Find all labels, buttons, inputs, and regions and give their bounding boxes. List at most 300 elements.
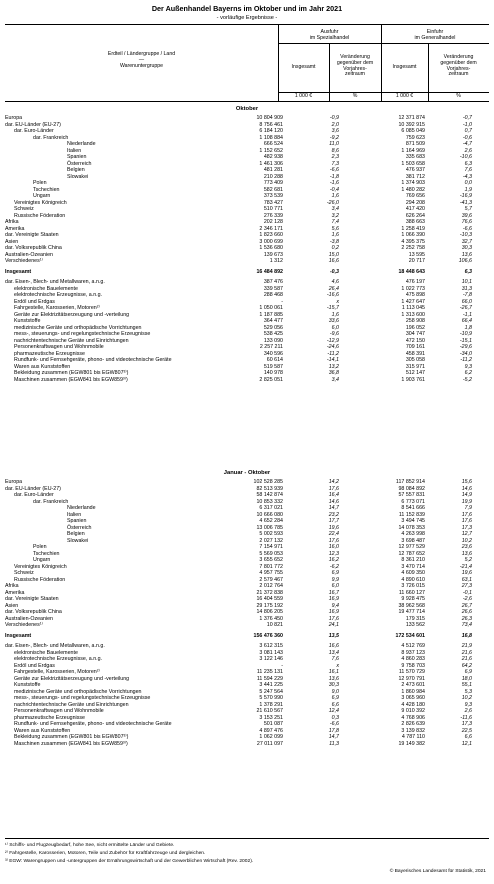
import-value: 417 420 [405, 206, 425, 212]
export-value: 140 978 [263, 370, 283, 376]
export-value: 10 821 [266, 622, 283, 628]
export-value: 6 317 021 [259, 505, 283, 511]
export-value: 202 128 [263, 219, 283, 225]
row-label: Kunststoffe [14, 682, 41, 688]
import-value: 4 428 180 [401, 701, 425, 708]
header-einfuhr-insgesamt: Insgesamt [392, 64, 417, 70]
import-value: 11 660 127 [398, 589, 425, 596]
header-ausfuhr-line-2: im Spezialhandel [309, 34, 350, 41]
import-change: -15,1 [459, 337, 472, 344]
export-change: 16,1 [328, 669, 339, 675]
export-value: 519 587 [263, 363, 283, 370]
import-change: -0,7 [462, 115, 472, 121]
export-value: 482 938 [263, 154, 283, 160]
import-value: 4 609 350 [401, 570, 425, 576]
header-veraenderung-line-3: Vorjahres- [343, 65, 367, 72]
export-value: 3 081 143 [259, 649, 283, 656]
export-change: 7,3 [331, 160, 339, 167]
import-value: 179 315 [405, 615, 425, 622]
import-change: 39,6 [461, 212, 472, 219]
row-label: Insgesamt [5, 632, 32, 639]
row-label: dar. EU-Länder (EU-27) [5, 121, 61, 128]
export-change: 2,0 [331, 121, 339, 128]
export-value: 3 153 251 [259, 714, 283, 721]
export-value: 387 476 [263, 279, 283, 285]
row-label: elektronische Bauelemente [14, 285, 78, 292]
row-label: Vereinigtes Königreich [14, 199, 67, 206]
import-value: 335 683 [405, 154, 425, 160]
export-change: -16,6 [326, 292, 339, 298]
export-change: 17,6 [328, 485, 339, 492]
import-value: 4 768 906 [401, 714, 425, 721]
export-value: - [281, 662, 283, 669]
export-change: 13,5 [328, 632, 339, 639]
import-change: 17,3 [461, 524, 472, 531]
export-value: 1 378 291 [259, 701, 283, 708]
import-change: 18,0 [461, 675, 472, 682]
import-change: 1,9 [464, 186, 472, 193]
row-label: Australien-Ozeanien [5, 615, 53, 622]
import-value: 12 371 874 [398, 115, 425, 121]
export-change: 23,2 [328, 511, 339, 518]
import-value: 871 509 [405, 141, 425, 147]
row-label: Rundfunk- und Fernsehgeräte, phono- und videotechnische Geräte [14, 357, 172, 363]
header-bottom-rule [5, 101, 489, 102]
import-change: -29,6 [459, 344, 472, 350]
row-label: Spanien [67, 154, 87, 160]
export-value: 2 257 211 [259, 344, 283, 350]
row-label: Verschiedenes¹⁾ [5, 622, 43, 628]
export-change: 17,6 [328, 615, 339, 622]
header-top-rule [5, 24, 489, 25]
export-value: 133 090 [263, 337, 283, 344]
export-change: -9,6 [329, 331, 339, 337]
import-value: 12 977 529 [398, 544, 425, 550]
export-value: 5 247 564 [259, 688, 283, 695]
row-label: Österreich [67, 524, 92, 531]
import-value: 3 494 745 [401, 518, 425, 524]
row-label: Schweiz [14, 206, 34, 212]
row-label: Russische Föderation [14, 576, 66, 583]
row-label: Australien-Ozeanien [5, 251, 53, 258]
table-row [0, 269, 494, 276]
table-row [0, 258, 494, 265]
import-change: 9,3 [464, 363, 472, 370]
import-change: -2,6 [462, 596, 472, 602]
export-value: 4 897 476 [259, 727, 283, 734]
import-change: -10,9 [459, 331, 472, 337]
import-value: 19 477 714 [398, 609, 425, 615]
import-change: 10,1 [461, 279, 472, 285]
import-change: -34,0 [459, 350, 472, 357]
export-value: - [281, 298, 283, 305]
export-value: 3 612 315 [259, 643, 283, 649]
export-value: 2 027 132 [259, 537, 283, 544]
header-ausfuhr-insgesamt: Insgesamt [291, 64, 316, 70]
row-label: Polen [33, 180, 47, 186]
header-unit-einfuhr-value: 1 000 € [395, 93, 414, 99]
export-change: 9,4 [331, 602, 339, 609]
export-value: 29 175 192 [256, 602, 283, 609]
import-change: 7,6 [464, 167, 472, 173]
import-value: 1 427 647 [401, 298, 425, 305]
import-change: -1,1 [462, 311, 472, 318]
export-value: 1 062 099 [259, 734, 283, 740]
export-value: 58 142 874 [256, 492, 283, 498]
import-change: 21,6 [461, 649, 472, 656]
import-change: 55,1 [461, 682, 472, 688]
export-value: 5 570 990 [259, 695, 283, 701]
row-label: medizinische Geräte und orthopädische Vorrichtungen [14, 688, 142, 695]
import-change: 1,8 [464, 324, 472, 331]
import-change: 17,6 [461, 511, 472, 518]
import-change: 10,2 [461, 537, 472, 544]
import-value: 305 058 [405, 357, 425, 363]
import-change: 73,4 [461, 622, 472, 628]
import-change: 6,9 [464, 669, 472, 675]
header-veraenderung-line-2: gegenüber dem [440, 59, 477, 66]
export-value: 5 002 593 [259, 531, 283, 537]
table-row [0, 377, 494, 384]
row-label: Personenkraftwagen und Wohnmobile [14, 344, 104, 350]
import-change: 23,6 [461, 544, 472, 550]
export-change: 26,4 [328, 285, 339, 292]
export-value: 1 187 885 [259, 311, 283, 318]
import-change: 21,9 [461, 643, 472, 649]
row-label: Asien [5, 238, 19, 245]
import-change: 10,2 [461, 695, 472, 701]
import-change: 2,6 [464, 147, 472, 154]
table-row [0, 622, 494, 629]
export-value: 3 000 699 [259, 238, 283, 245]
header-label-dash-1: — [138, 56, 145, 63]
export-value: 2 825 051 [259, 376, 283, 383]
import-value: 8 937 123 [401, 649, 425, 656]
export-change: 0,2 [331, 245, 339, 251]
export-change: 6,6 [331, 701, 339, 708]
row-label: Belgien [67, 167, 85, 173]
export-change: 13,6 [328, 675, 339, 682]
import-value: 4 787 110 [401, 734, 425, 740]
import-change: 16,8 [461, 632, 472, 639]
export-change: 3,4 [331, 206, 339, 212]
header-ausfuhr-line-1: Ausfuhr [320, 29, 339, 35]
import-change: 17,6 [461, 518, 472, 524]
import-value: 475 898 [405, 292, 425, 298]
export-change: 1,6 [331, 232, 339, 238]
row-label: Geräte zur Elektrizitätserzeugung und -verteilung [14, 311, 130, 318]
export-change: -26,0 [326, 199, 339, 206]
export-change: 12,3 [328, 550, 339, 557]
import-value: 3 698 487 [401, 537, 425, 544]
row-label: dar. Eisen-, Blech- und Metallwaren, a.n.g. [5, 279, 105, 285]
import-value: 3 726 015 [401, 583, 425, 589]
import-value: 769 656 [405, 193, 425, 199]
import-value: 117 852 914 [395, 479, 425, 485]
export-value: 276 339 [263, 212, 283, 219]
footnote-2: ²⁾ Fahrgestelle, Karosserien, Motoren, Teile und Zubehör für Kraftfahrzeuge und dergleichen. [5, 851, 206, 856]
export-value: 666 524 [263, 141, 283, 147]
import-change: 14,9 [461, 492, 472, 498]
row-label: Österreich [67, 160, 92, 167]
header-einfuhr [381, 30, 489, 42]
export-change: 14,6 [328, 498, 339, 505]
export-change: 3,2 [331, 212, 339, 219]
import-change: -26,7 [459, 305, 472, 311]
row-label: Amerika [5, 225, 25, 232]
row-label: elektrotechnische Erzeugnisse, a.n.g. [14, 292, 103, 298]
row-label: Niederlande [67, 141, 96, 147]
row-label: dar. Euro-Länder [14, 492, 54, 498]
export-change: 2,3 [331, 154, 339, 160]
export-change: 22,4 [328, 531, 339, 537]
import-value: 258 908 [405, 318, 425, 324]
import-change: -21,4 [459, 563, 472, 570]
export-value: 7 154 971 [259, 544, 283, 550]
export-value: 13 006 785 [256, 524, 283, 531]
export-change: -12,9 [326, 337, 339, 344]
row-label: Erdöl und Erdgas [14, 298, 55, 305]
export-change: -15,7 [326, 305, 339, 311]
export-value: 1 050 061 [259, 305, 283, 311]
import-value: 4 860 283 [401, 656, 425, 662]
export-change: -9,2 [329, 134, 339, 141]
header-group-rule [278, 43, 489, 44]
export-change: 11,0 [329, 141, 339, 147]
export-change: 14,7 [328, 734, 339, 740]
row-label: dar. Eisen-, Blech- und Metallwaren, a.n.g. [5, 643, 105, 649]
export-change: -24,6 [326, 344, 339, 350]
export-value: 529 056 [263, 324, 283, 331]
import-value: 13 595 [408, 251, 425, 258]
export-change: 24,1 [328, 622, 339, 628]
import-value: 133 562 [405, 622, 425, 628]
import-value: 4 263 998 [401, 531, 425, 537]
row-label: Erdöl und Erdgas [14, 662, 55, 669]
import-change: 5,2 [464, 557, 472, 563]
row-label: Europa [5, 479, 23, 485]
header-veraenderung-line-4: zeitraum [345, 71, 365, 78]
export-change: 13,2 [328, 363, 339, 370]
row-label: mess-, steuerungs- und regelungstechnische Erzeugnisse [14, 695, 151, 701]
row-label: Niederlande [67, 505, 96, 511]
copyright: © Bayerisches Landesamt für Statistik, 2021 [389, 869, 486, 874]
export-change: 6,9 [331, 695, 339, 701]
import-value: 19 149 382 [398, 740, 425, 747]
import-change: 0,7 [464, 128, 472, 134]
row-label: dar. EU-Länder (EU-27) [5, 485, 61, 492]
import-value: 12 970 791 [398, 675, 425, 682]
import-value: 3 139 832 [401, 727, 425, 734]
export-value: 373 539 [263, 193, 283, 199]
import-value: 9 928 475 [401, 596, 425, 602]
import-value: 6 085 049 [401, 128, 425, 134]
row-label: dar. Frankreich [33, 498, 69, 505]
row-label: Slowakei [67, 537, 89, 544]
row-label: Slowakei [67, 173, 89, 180]
export-value: 364 477 [263, 318, 283, 324]
header-unit-einfuhr-pct: % [456, 93, 461, 99]
import-value: 1 164 969 [401, 147, 425, 154]
import-change: 26,6 [461, 609, 472, 615]
export-change: 6,0 [331, 583, 339, 589]
row-label: medizinische Geräte und orthopädische Vorrichtungen [14, 324, 142, 331]
export-value: 11 235 131 [256, 669, 283, 675]
export-value: 1 152 652 [259, 147, 283, 154]
export-change: 16,4 [328, 492, 339, 498]
import-value: 472 150 [405, 337, 425, 344]
export-change: 16,0 [328, 544, 339, 550]
row-label: dar. Volksrepublik China [5, 245, 62, 251]
export-change: 17,6 [328, 537, 339, 544]
import-value: 4 512 769 [401, 643, 425, 649]
import-change: -10,3 [459, 232, 472, 238]
import-value: 2 473 601 [401, 682, 425, 688]
header-veraenderung-line-1: Veränderung [443, 54, 474, 60]
import-value: 1 113 045 [401, 305, 425, 311]
row-label: dar. Vereinigte Staaten [5, 232, 59, 238]
row-label: Bekleidung zusammen (EGW801 bis EGW807³⁾) [14, 734, 129, 740]
export-change: 17,8 [328, 727, 339, 734]
export-value: 3 441 225 [259, 682, 283, 688]
export-value: 27 011 097 [256, 740, 283, 747]
import-value: 98 084 892 [398, 485, 425, 492]
import-change: 66,4 [461, 318, 472, 324]
import-change: -1,0 [462, 121, 472, 128]
import-change: 5,3 [464, 688, 472, 695]
export-value: 1 376 450 [259, 615, 283, 622]
import-value: 626 264 [405, 212, 425, 219]
export-value: 510 771 [263, 206, 283, 212]
export-value: 7 801 772 [259, 563, 283, 570]
export-value: 4 652 284 [259, 518, 283, 524]
export-change: 30,3 [328, 682, 339, 688]
import-change: 0,0 [464, 180, 472, 186]
row-label: Amerika [5, 589, 25, 596]
import-value: 1 903 761 [401, 376, 425, 383]
import-value: 6 773 071 [401, 498, 425, 505]
import-value: 4 890 610 [401, 576, 425, 583]
export-value: 10 804 909 [256, 115, 283, 121]
row-label: elektronische Bauelemente [14, 649, 78, 656]
header-unit-ausfuhr-pct: % [352, 93, 358, 99]
export-value: 1 312 [269, 258, 283, 264]
row-label: Polen [33, 544, 47, 550]
row-label: Italien [67, 511, 82, 518]
import-change: -16,9 [459, 193, 472, 199]
export-value: 60 614 [266, 357, 283, 363]
row-label: Personenkraftwagen und Wohnmobile [14, 708, 104, 714]
import-value: 458 391 [405, 350, 425, 357]
import-change: 14,6 [461, 485, 472, 492]
header-veraenderung-line-1: Veränderung [340, 54, 370, 60]
row-label: Waren aus Kunststoffen [14, 727, 71, 734]
import-change: 2,6 [464, 708, 472, 714]
import-value: 3 470 714 [401, 563, 425, 570]
export-value: 1 108 884 [259, 134, 283, 141]
import-value: 11 570 729 [398, 669, 425, 675]
export-value: 14 806 205 [256, 609, 283, 615]
header-einfuhr-line-1: Einfuhr [426, 29, 444, 35]
import-value: 512 147 [405, 370, 425, 376]
export-value: 1 461 306 [259, 160, 283, 167]
import-value: 57 557 831 [398, 492, 425, 498]
row-label: Ungarn [33, 193, 51, 199]
export-change: 1,6 [331, 311, 339, 318]
import-change: 9,3 [464, 701, 472, 708]
import-change: 76,6 [461, 219, 472, 225]
export-change: 7,6 [331, 656, 339, 662]
import-change: 6,2 [464, 370, 472, 376]
header-veraenderung-line-2: gegenüber dem [336, 59, 374, 66]
row-label: Fahrgestelle, Karosserien, Motoren²⁾ [14, 305, 100, 311]
export-value: 5 569 053 [259, 550, 283, 557]
export-change: -6,6 [329, 167, 339, 173]
header-unit-ausfuhr-value: 1 000 € [294, 93, 313, 99]
export-change: -6,6 [329, 721, 339, 727]
row-label: Rundfunk- und Fernsehgeräte, phono- und videotechnische Geräte [14, 721, 172, 727]
import-value: 381 712 [405, 173, 425, 180]
row-label: Maschinen zusammen (EGW841 bis EGW859³⁾) [14, 740, 128, 747]
section-title: Januar - Oktober [223, 470, 271, 476]
import-value: 8 541 666 [401, 505, 425, 511]
import-change: 6,6 [464, 734, 472, 740]
export-value: 538 425 [263, 331, 283, 337]
import-change: -6,6 [462, 225, 472, 232]
import-change: 21,6 [461, 656, 472, 662]
export-value: 481 281 [263, 167, 283, 173]
export-change: 16,9 [328, 609, 339, 615]
import-value: 9 010 392 [401, 708, 425, 714]
footnote-1: ¹⁾ Schiffs- und Flugzeugbedarf, hohe See, nicht ermittelte Länder und Gebiete. [5, 843, 175, 848]
export-value: 6 184 120 [259, 128, 283, 134]
import-change: 17,3 [461, 721, 472, 727]
row-label: dar. Euro-Länder [14, 128, 54, 134]
row-label: dar. Vereinigte Staaten [5, 596, 59, 602]
export-change: 16,9 [328, 596, 339, 602]
import-change: 27,3 [461, 583, 472, 589]
import-value: 12 787 652 [398, 550, 425, 557]
export-change: 13,4 [328, 649, 339, 656]
import-value: 2 826 639 [401, 721, 425, 727]
header-ausfuhr [278, 30, 381, 42]
import-value: 1 313 600 [401, 311, 425, 318]
export-value: 783 427 [263, 199, 283, 206]
export-value: 501 087 [263, 721, 283, 727]
import-change: 30,3 [461, 245, 472, 251]
export-change: -0,4 [329, 186, 339, 193]
export-change: 6,0 [331, 324, 339, 331]
export-change: -1,6 [329, 180, 339, 186]
export-change: 14,2 [328, 479, 339, 485]
import-value: 388 663 [405, 219, 425, 225]
export-change: x [336, 662, 339, 669]
row-label: Fahrgestelle, Karosserien, Motoren²⁾ [14, 669, 100, 675]
import-value: 11 152 839 [398, 511, 425, 518]
row-label: Waren aus Kunststoffen [14, 363, 71, 370]
export-value: 16 404 559 [256, 596, 283, 602]
header-label-line-2: Warenuntergruppe [119, 62, 164, 69]
import-value: 1 258 419 [401, 225, 425, 232]
row-label: Ungarn [33, 557, 51, 563]
export-value: 21 610 567 [256, 708, 283, 714]
export-change: 9,0 [331, 688, 339, 695]
row-label: dar. Volksrepublik China [5, 609, 62, 615]
export-value: 339 587 [263, 285, 283, 292]
import-change: 19,6 [461, 570, 472, 576]
export-change: 9,9 [331, 576, 339, 583]
row-label: elektrotechnische Erzeugnisse, a.n.g. [14, 656, 103, 662]
